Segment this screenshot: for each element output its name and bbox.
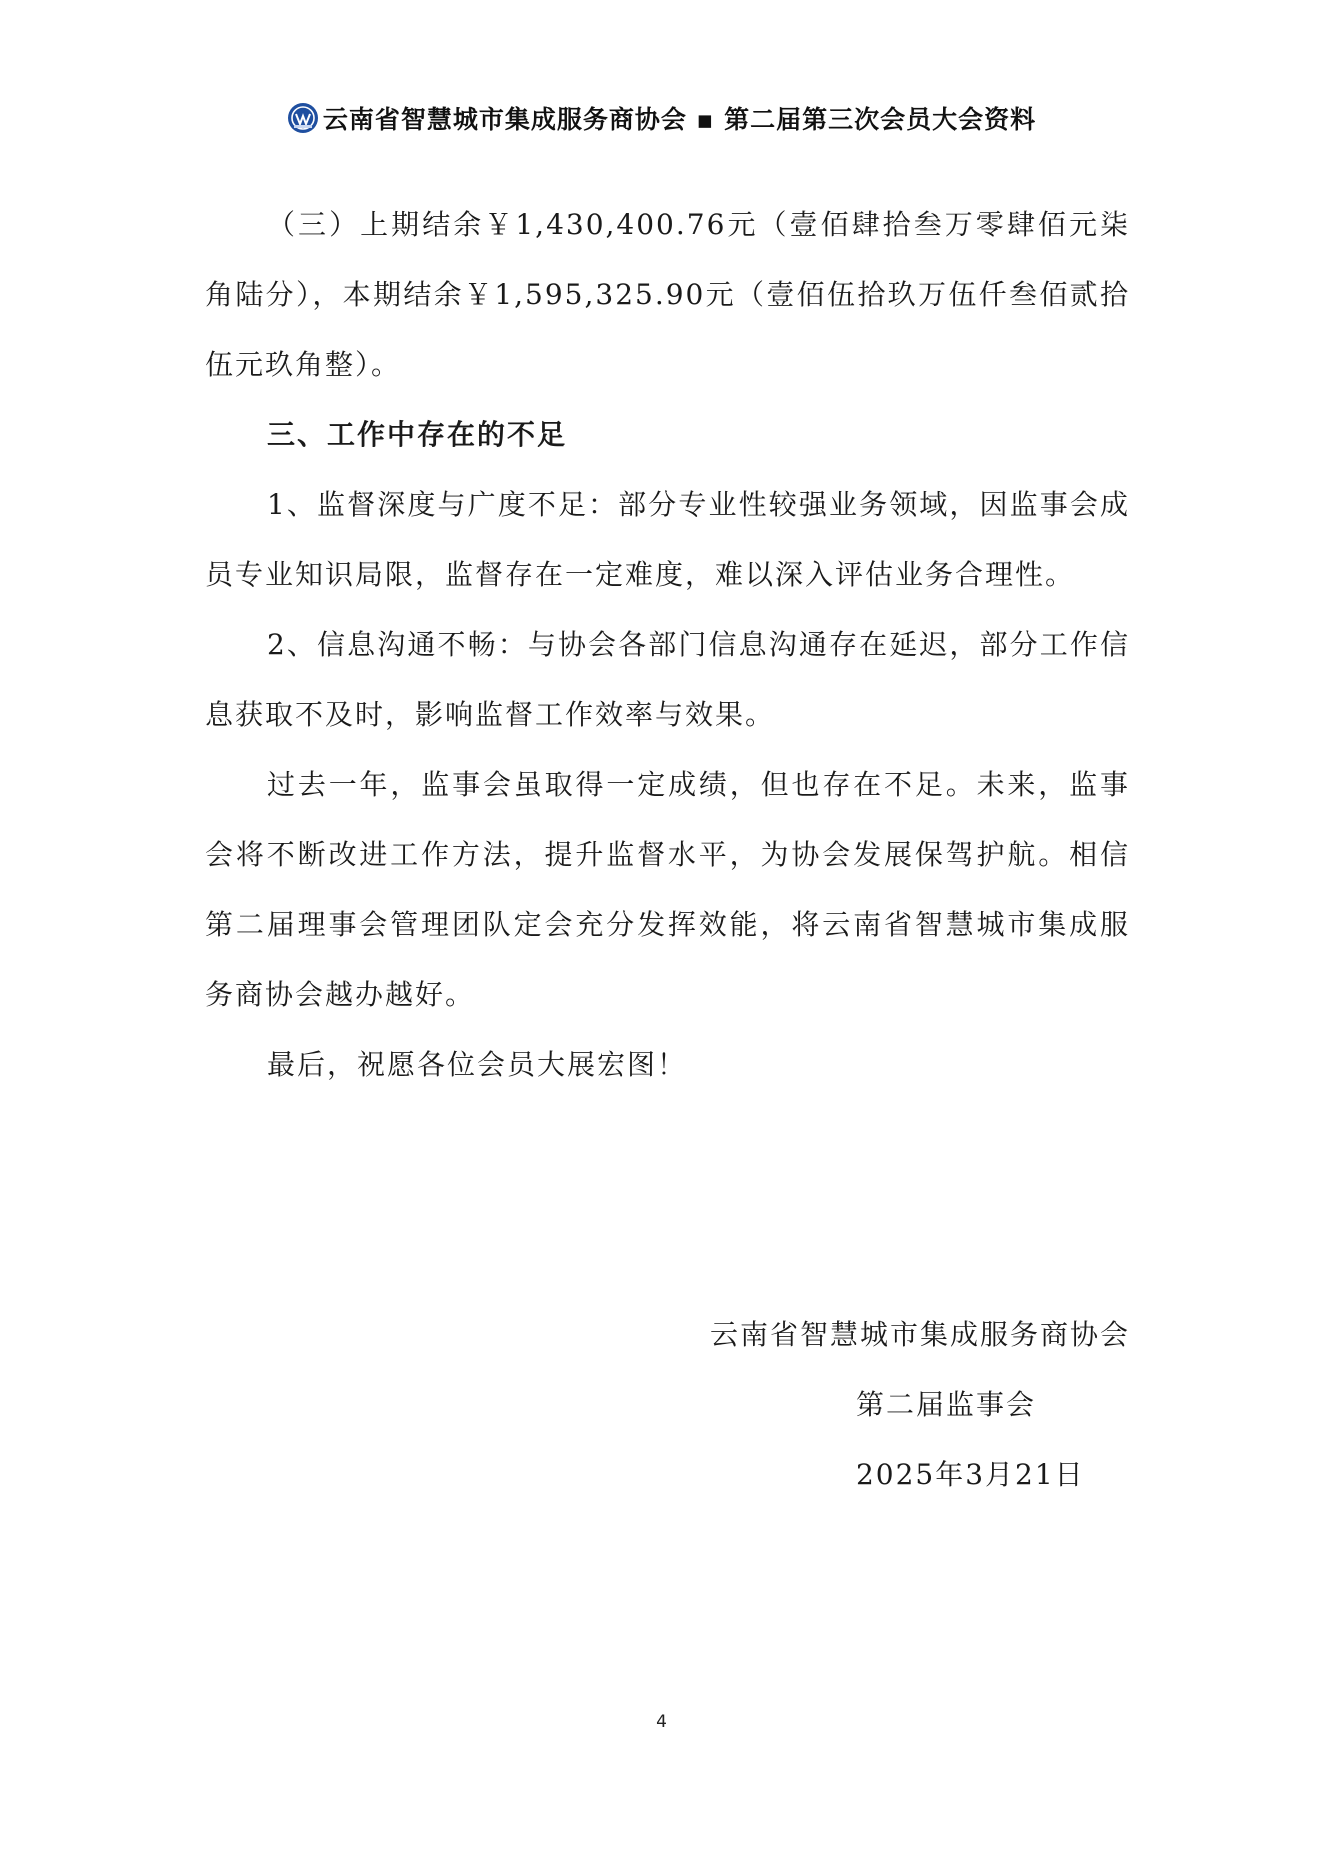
section-heading: 三、工作中存在的不足 (267, 418, 568, 451)
header-title: 云南省智慧城市集成服务商协会 ▪ 第二届第三次会员大会资料 (322, 105, 1037, 134)
association-logo-icon (287, 102, 319, 134)
signature-organization: 云南省智慧城市集成服务商协会 (709, 1318, 1130, 1351)
page-number: 4 (656, 1712, 667, 1732)
signature-block (710, 1300, 1130, 1510)
closing-paragraph: 最后，祝愿各位会员大展宏图！ (267, 1048, 688, 1081)
summary-paragraph: 过去一年，监事会虽取得一定成绩，但也存在不足。未来，监事会将不断改进工作方法，提升监督水平，为协会发展保驾护航。相信第二届理事会管理团队定会充分发挥效能，将云南省智慧城市集成服务商协会越办越好。 (205, 768, 1130, 1011)
signature-board: 第二届监事会 (855, 1388, 1036, 1421)
deficiency-item-2: 2、信息沟通不畅：与协会各部门信息沟通存在延迟，部分工作信息获取不及时，影响监督工作效率与效果。 (205, 628, 1130, 731)
balance-paragraph: （三）上期结余￥1,430,400.76元（壹佰肆拾叁万零肆佰元柒角陆分），本期结余￥1,595,325.90元（壹佰伍拾玖万伍仟叁佰贰拾伍元玖角整）。 (205, 208, 1130, 381)
signature-date: 2025年3月21日 (855, 1458, 1085, 1491)
page-header (0, 100, 1323, 140)
document-body (205, 190, 1130, 1100)
deficiency-item-1: 1、监督深度与广度不足：部分专业性较强业务领域，因监事会成员专业知识局限，监督存在一定难度，难以深入评估业务合理性。 (205, 488, 1130, 591)
